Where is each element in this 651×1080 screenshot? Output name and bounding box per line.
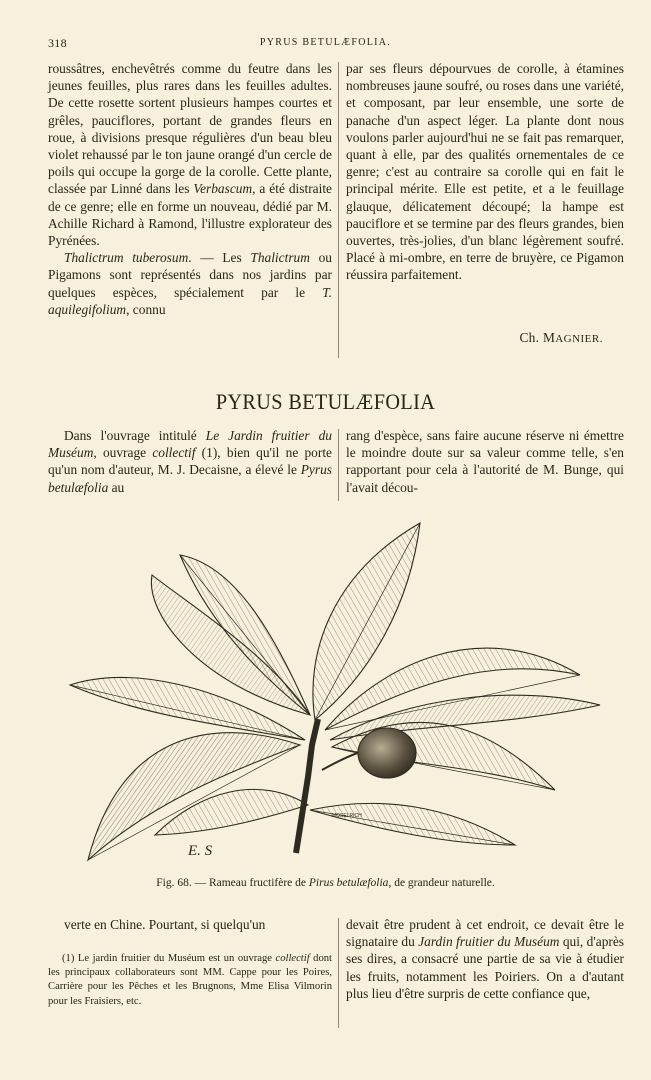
paragraph-pigamon: par ses fleurs dépourvues de corolle, à étamines nombreuses jaune soufré, ou roses dans une variété, et composant, par leur ensemble, une sorte de panache d'un aspect léger. La plante dont nous voulons parler aujourd'hui ne se fait pas remarquer, quant à elle, par des qualités ornementales de ce genre; c'est au contraire sa corolle qui en fait le principal mérite. Elle est petite, et a le feuillage glauque, délicatement découpé; la hampe est pauciflore et se termine par des fleurs grandes, bien ouvertes, très-jolies, d'un blanc légèrement soufré. Placé à mi-ombre, en terre de bruyère, ce Pigamon réussira parfaitement. (346, 61, 624, 283)
leaf (310, 803, 515, 845)
article-right-column (346, 427, 624, 496)
bottom-paragraph: devait être prudent à cet endroit, ce devait être le signataire du Jardin fruitier du Muséum qui, d'après ses dires, a consacré une partie de sa vie à étudier les fruits, notamment les Poiriers. On a d'autant plus lieu d'être surpris de cette confiance que, (346, 917, 625, 1001)
running-title: PYRUS BETULÆFOLIA. (259, 37, 392, 48)
paragraph-thalictrum: Thalictrum tuberosum. — Les Thalictrum ou Pigamons sont représentés dans nos jardins par quelques espèces, spécialement par le T. aquilegifolium, connu (48, 250, 332, 317)
footnote: (1) Le jardin fruitier du Muséum est un ouvrage collectif dont les principaux collaborateurs sont MM. Cappe pour les Poires, Carrière pour les Pêches et les Brugnons, Mme Elisa Vilmorin pour les Fraisiers, etc. (48, 953, 332, 1007)
page-header (48, 36, 603, 56)
page-number: 318 (48, 36, 67, 50)
column-rule (338, 918, 339, 1028)
top-left-column (48, 60, 332, 318)
bottom-right-column (346, 916, 624, 1002)
article-continuation: rang d'espèce, sans faire aucune réserve ni émettre le moindre doute sur sa valeur comme telle, s'en rapportant pour cela à l'autorité de M. Bunge, qui l'avait décou- (346, 428, 624, 495)
paragraph-ramondia: roussâtres, enchevêtrés comme du feutre dans les jeunes feuilles, plus rares dans les feuilles adultes. De cette rosette sortent plusieurs hampes courtes et grêles, pauciflores, portant de grandes fleurs en roue, à divisions presque régulières d'un beau bleu violet rehaussé par le ton jaune orangé d'un cercle de poils qui occupe la gorge de la corolle. Cette plante, classée par Linné dans les Verbascum, a été distraite de ce genre; elle en forme un nouveau, dédié par M. Achille Richard à Ramond, l'illustre explorateur des Pyrénées. (48, 61, 332, 249)
column-rule (338, 429, 339, 501)
bottom-left-line: verte en Chine. Pourtant, si quelqu'un (64, 917, 266, 932)
top-right-column (346, 60, 624, 284)
engraver-signature: MOSELRICH (332, 813, 362, 819)
pear-fruit (358, 728, 416, 778)
figure-caption: Fig. 68. — Rameau fructifère de Pirus betulæfolia, de grandeur naturelle. (156, 877, 495, 889)
article-title: PYRUS BETULÆFOLIA (215, 389, 436, 414)
fruit-branch-engraving (60, 515, 605, 873)
author-signature: Ch. MAGNIER. (519, 330, 603, 345)
article-intro: Dans l'ouvrage intitulé Le Jardin fruitier du Muséum, ouvrage collectif (1), bien qu'il ne porte qu'un nom d'auteur, M. J. Decaisne, a élevé le Pyrus betulæfolia au (48, 428, 333, 495)
artist-monogram: E. S (188, 843, 213, 859)
article-left-column (48, 427, 332, 496)
column-rule (338, 62, 339, 358)
